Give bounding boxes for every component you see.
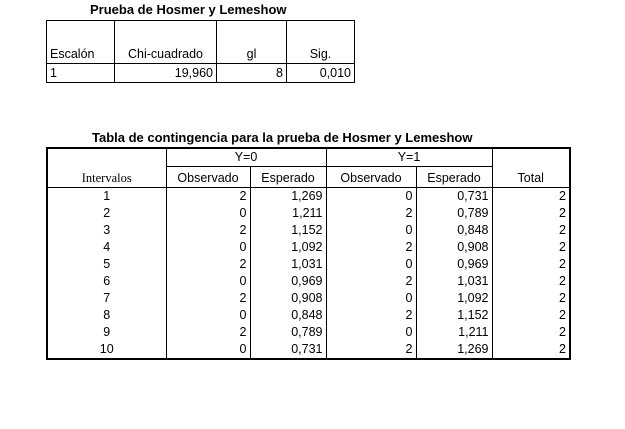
cell-observado-y1: 2 [326,341,416,359]
cell-observado-y0: 0 [166,205,250,222]
header-observado-y0: Observado [166,167,250,188]
cell-esperado-y1: 1,269 [416,341,492,359]
cell-intervalo: 6 [47,273,166,290]
cell-esperado-y1: 1,031 [416,273,492,290]
contingency-table [46,147,571,360]
header-esperado-y0: Esperado [250,167,326,188]
cell-esperado-y1: 1,211 [416,324,492,341]
cell-esperado-y1: 0,789 [416,205,492,222]
cell-esperado-y0: 1,152 [250,222,326,239]
cell-observado-y0: 2 [166,290,250,307]
cell-observado-y1: 2 [326,273,416,290]
cell-esperado-y0: 1,269 [250,188,326,206]
cell-observado-y0: 0 [166,273,250,290]
cell-intervalo: 10 [47,341,166,359]
table-row [47,307,570,324]
header-total: Total [492,167,570,188]
cell-observado-y0: 2 [166,324,250,341]
cell-esperado-y0: 0,731 [250,341,326,359]
header-chi-cuadrado: Chi-cuadrado [115,21,217,64]
cell-esperado-y0: 0,789 [250,324,326,341]
cell-esperado-y0: 1,211 [250,205,326,222]
cell-gl: 8 [217,64,287,83]
cell-esperado-y0: 1,092 [250,239,326,256]
cell-esperado-y1: 1,152 [416,307,492,324]
header-group-y0: Y=0 [166,148,326,167]
table-row [47,188,570,206]
cell-observado-y0: 0 [166,307,250,324]
cell-observado-y1: 0 [326,324,416,341]
cell-total: 2 [492,188,570,206]
hosmer-title: Prueba de Hosmer y Lemeshow [90,2,287,17]
cell-esperado-y1: 0,969 [416,256,492,273]
column-header-row [47,167,570,188]
cell-esperado-y1: 0,731 [416,188,492,206]
cell-total: 2 [492,324,570,341]
cell-esperado-y0: 0,848 [250,307,326,324]
cell-observado-y1: 2 [326,205,416,222]
header-sig: Sig. [287,21,355,64]
cell-total: 2 [492,273,570,290]
cell-observado-y1: 2 [326,307,416,324]
cell-total: 2 [492,205,570,222]
table-row [47,324,570,341]
cell-intervalo: 1 [47,188,166,206]
header-gl: gl [217,21,287,64]
hosmer-lemeshow-table [46,20,355,83]
group-header-row [47,148,570,167]
cell-total: 2 [492,307,570,324]
cell-intervalo: 4 [47,239,166,256]
table-row [47,256,570,273]
table-row [47,222,570,239]
table-row [47,239,570,256]
header-blank [47,148,166,167]
cell-esperado-y1: 0,848 [416,222,492,239]
cell-intervalo: 9 [47,324,166,341]
contingency-title: Tabla de contingencia para la prueba de Hosmer y Lemeshow [92,130,473,145]
cell-observado-y1: 0 [326,256,416,273]
cell-total: 2 [492,256,570,273]
cell-observado-y0: 2 [166,188,250,206]
header-esperado-y1: Esperado [416,167,492,188]
cell-escalon: 1 [47,64,115,83]
cell-intervalo: 7 [47,290,166,307]
cell-chi-cuadrado: 19,960 [115,64,217,83]
contingency-body [47,188,570,360]
table-row [47,290,570,307]
cell-total: 2 [492,239,570,256]
table-row [47,64,355,83]
header-observado-y1: Observado [326,167,416,188]
table-row [47,205,570,222]
cell-esperado-y0: 0,969 [250,273,326,290]
cell-total: 2 [492,290,570,307]
cell-observado-y1: 0 [326,188,416,206]
table-row [47,341,570,359]
cell-sig: 0,010 [287,64,355,83]
cell-esperado-y0: 1,031 [250,256,326,273]
header-intervalos: Intervalos [47,167,166,188]
cell-observado-y1: 0 [326,222,416,239]
cell-esperado-y0: 0,908 [250,290,326,307]
cell-observado-y0: 2 [166,222,250,239]
table-header-row [47,21,355,64]
cell-intervalo: 3 [47,222,166,239]
cell-total: 2 [492,222,570,239]
cell-esperado-y1: 1,092 [416,290,492,307]
header-group-y1: Y=1 [326,148,492,167]
cell-intervalo: 5 [47,256,166,273]
cell-observado-y1: 0 [326,290,416,307]
cell-intervalo: 2 [47,205,166,222]
header-blank-total [492,148,570,167]
cell-esperado-y1: 0,908 [416,239,492,256]
cell-observado-y0: 0 [166,341,250,359]
cell-observado-y0: 0 [166,239,250,256]
cell-total: 2 [492,341,570,359]
cell-observado-y1: 2 [326,239,416,256]
cell-intervalo: 8 [47,307,166,324]
table-row [47,273,570,290]
header-escalon: Escalón [47,21,115,64]
cell-observado-y0: 2 [166,256,250,273]
